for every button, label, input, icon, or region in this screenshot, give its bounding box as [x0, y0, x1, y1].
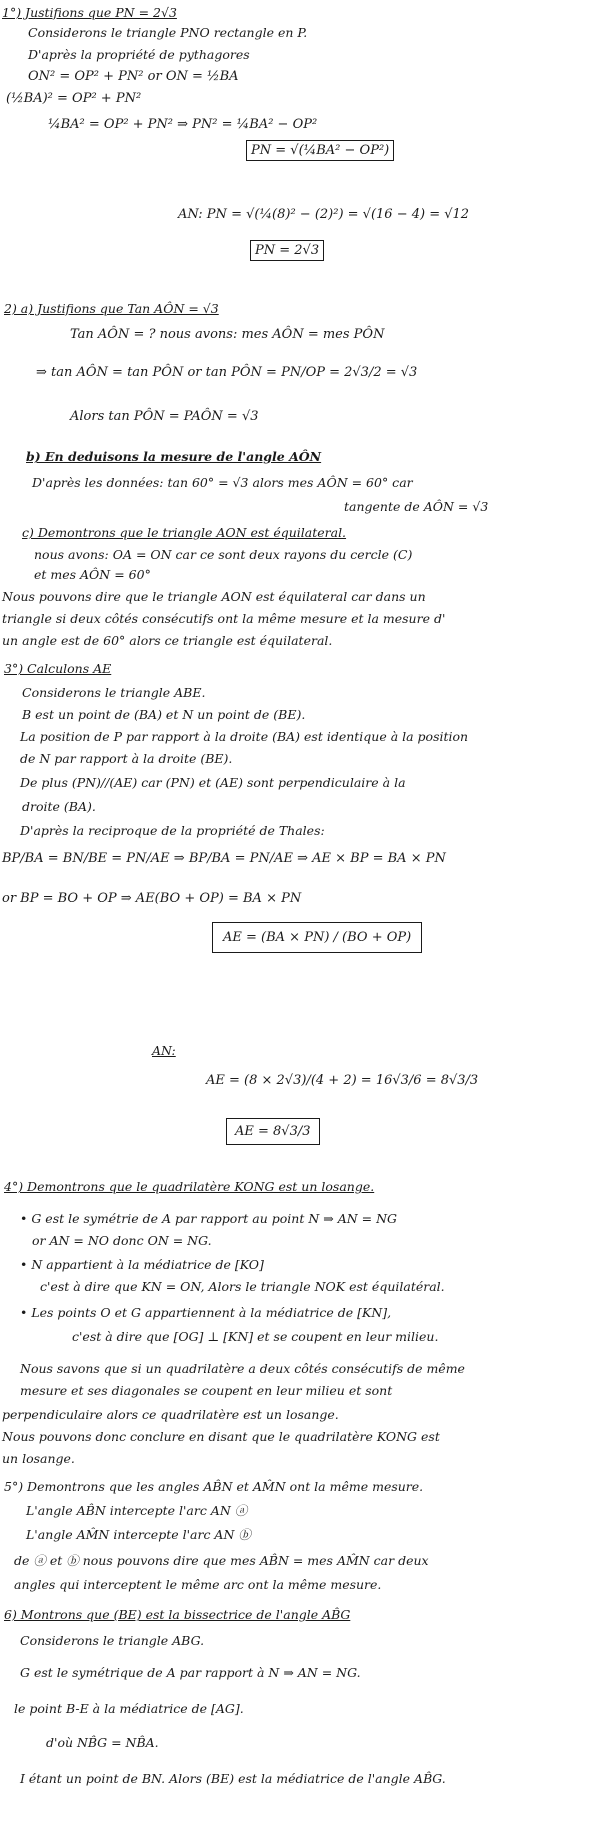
q5-line-3: de ⓐ et ⓑ nous pouvons dire que mes AB̂N = mes AM̂N car deux	[14, 1553, 429, 1568]
q6-line-5: I étant un point de BN. Alors (BE) est la médiatrice de l'angle AB̂G.	[20, 1771, 446, 1786]
q5-line-4: angles qui interceptent le même arc ont la même mesure.	[14, 1577, 382, 1592]
q6-line-1: Considerons le triangle ABG.	[20, 1633, 205, 1648]
q1-line-3: ON² = OP² + PN² or ON = ½BA	[28, 69, 239, 84]
q3-line-5: De plus (PN)//(AE) car (PN) et (AE) sont perpendiculaire à la	[20, 775, 406, 790]
q4-line-8: mesure et ses diagonales se coupent en leur milieu et sont	[20, 1383, 393, 1398]
q2-line-3: Alors tan PÔN = PAÔN = √3	[70, 409, 259, 424]
q4-line-6: c'est à dire que [OG] ⊥ [KN] et se coupent en leur milieu.	[72, 1329, 439, 1344]
q4-line-9: perpendiculaire alors ce quadrilatère est un losange.	[2, 1407, 339, 1422]
q2b-heading: b) En deduisons la mesure de l'angle AÔN	[26, 449, 322, 464]
q4-line-3: • N appartient à la médiatrice de [KO]	[20, 1257, 264, 1272]
q4-line-5: • Les points O et G appartiennent à la médiatrice de [KN],	[20, 1305, 392, 1320]
q4-heading: 4°) Demontrons que le quadrilatère KONG est un losange.	[4, 1179, 375, 1194]
q4-line-4: c'est à dire que KN = ON, Alors le triangle NOK est équilatéral.	[40, 1279, 445, 1294]
q4-line-10: Nous pouvons donc conclure en disant que le quadrilatère KONG est	[2, 1429, 440, 1444]
q2c-line-2: et mes AÔN = 60°	[34, 567, 151, 582]
q3-line-6: droite (BA).	[22, 799, 96, 814]
q5-line-2: L'angle AM̂N intercepte l'arc AN ⓑ	[26, 1527, 251, 1542]
q4-line-7: Nous savons que si un quadrilatère a deux côtés consécutifs de même	[20, 1361, 465, 1376]
q6-line-3: le point B-E à la médiatrice de [AG].	[14, 1701, 244, 1716]
q3-line-11: AE = (8 × 2√3)/(4 + 2) = 16√3/6 = 8√3/3	[206, 1073, 479, 1088]
q1-final-box: PN = 2√3	[250, 240, 324, 261]
q3-line-2: B est un point de (BA) et N un point de (BE).	[22, 707, 306, 722]
q3-line-9: or BP = BO + OP ⇒ AE(BO + OP) = BA × PN	[2, 891, 302, 906]
q1-line-2: D'après la propriété de pythagores	[28, 47, 250, 62]
q5-line-1: L'angle AB̂N intercepte l'arc AN ⓐ	[26, 1503, 248, 1518]
q2c-line-5: un angle est de 60° alors ce triangle est équilateral.	[2, 633, 333, 648]
q3-formula-box: AE = (BA × PN) / (BO + OP)	[212, 922, 422, 953]
q1-line-5: ¼BA² = OP² + PN² ⇒ PN² = ¼BA² − OP²	[48, 117, 318, 132]
q5-heading: 5°) Demontrons que les angles AB̂N et AM̂N ont la même mesure.	[4, 1479, 424, 1494]
q3-result-box: AE = 8√3/3	[226, 1118, 320, 1145]
q4-line-11: un losange.	[2, 1451, 75, 1466]
q2b-line-2: tangente de AÔN = √3	[344, 499, 489, 514]
q6-line-2: G est le symétrique de A par rapport à N ⇒ AN = NG.	[20, 1665, 361, 1680]
q2-line-1: Tan AÔN = ? nous avons: mes AÔN = mes PÔN	[70, 327, 385, 342]
q4-line-1: • G est le symétrie de A par rapport au point N ⇒ AN = NG	[20, 1211, 397, 1226]
q2-heading: 2) a) Justifions que Tan AÔN = √3	[4, 301, 219, 316]
q3-line-8: BP/BA = BN/BE = PN/AE ⇒ BP/BA = PN/AE ⇒ AE × BP = BA × PN	[2, 851, 446, 866]
q2c-line-4: triangle si deux côtés consécutifs ont la même mesure et la mesure d'	[2, 611, 446, 626]
q2c-heading: c) Demontrons que le triangle AON est équilateral.	[22, 525, 347, 540]
q3-line-7: D'après la reciproque de la propriété de Thales:	[20, 823, 325, 838]
q6-line-4: d'où NB̂G = NB̂A.	[46, 1735, 159, 1750]
q6-heading: 6) Montrons que (BE) est la bissectrice de l'angle AB̂G	[4, 1607, 351, 1622]
q1-line-1: Considerons le triangle PNO rectangle en P.	[28, 25, 308, 40]
q2b-line-1: D'après les données: tan 60° = √3 alors mes AÔN = 60° car	[32, 475, 413, 490]
q1-line-4: (½BA)² = OP² + PN²	[6, 91, 142, 106]
q1-heading: 1°) Justifions que PN = 2√3	[2, 5, 177, 20]
q3-heading: 3°) Calculons AE	[4, 661, 112, 676]
q3-an-label: AN:	[152, 1043, 176, 1058]
q2-line-2: ⇒ tan AÔN = tan PÔN or tan PÔN = PN/OP = 2√3/2 = √3	[36, 365, 418, 380]
q3-line-3: La position de P par rapport à la droite (BA) est identique à la position	[20, 729, 469, 744]
q1-line-7: AN: PN = √(¼(8)² − (2)²) = √(16 − 4) = √12	[178, 207, 470, 222]
q1-result-box: PN = √(¼BA² − OP²)	[246, 140, 394, 161]
q2c-line-1: nous avons: OA = ON car ce sont deux rayons du cercle (C)	[34, 547, 413, 562]
q3-line-4: de N par rapport à la droite (BE).	[20, 751, 233, 766]
q3-line-1: Considerons le triangle ABE.	[22, 685, 206, 700]
q2c-line-3: Nous pouvons dire que le triangle AON est équilateral car dans un	[2, 589, 426, 604]
q4-line-2: or AN = NO donc ON = NG.	[32, 1233, 212, 1248]
